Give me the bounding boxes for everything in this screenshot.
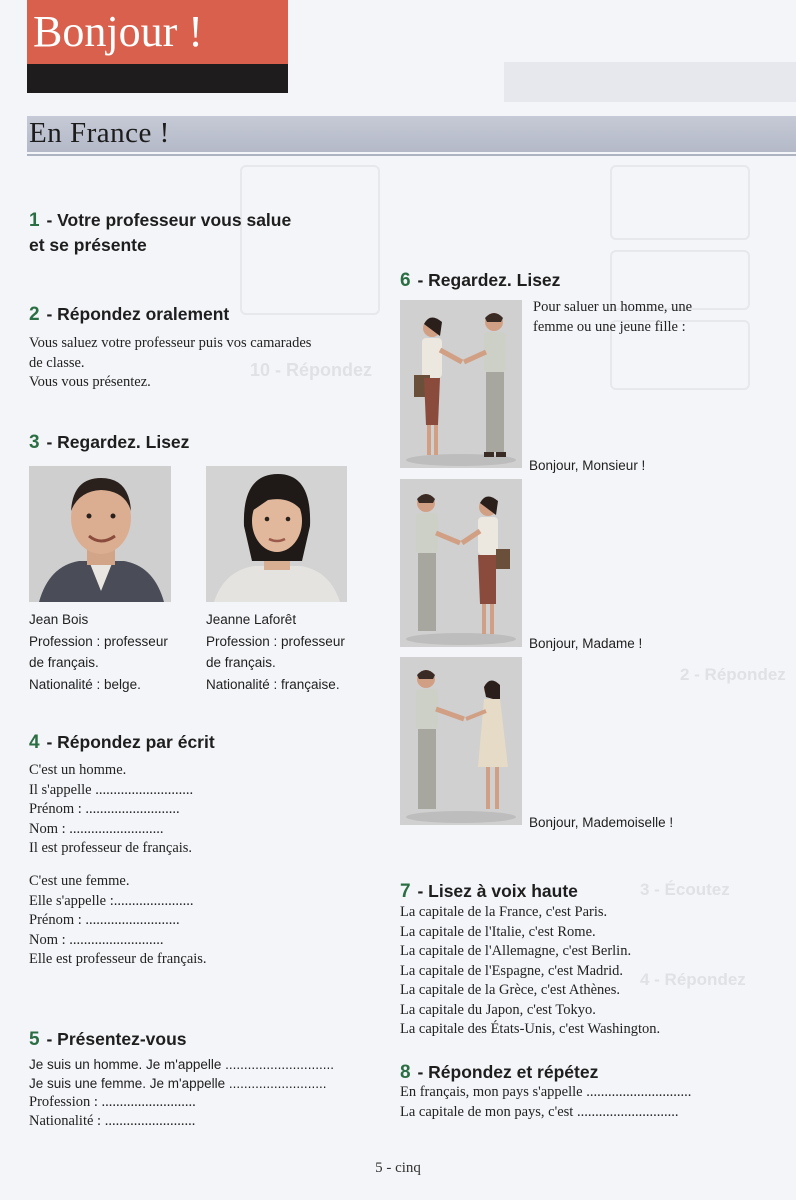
ex5-heading xyxy=(29,1027,187,1052)
ex3-title: - Regardez. Lisez xyxy=(46,432,190,452)
woman-profession-cont: de français. xyxy=(206,655,276,670)
ex4-line: C'est un homme. xyxy=(29,762,127,778)
ex8-number: 8 xyxy=(400,1062,411,1083)
ex6-intro-line: Pour saluer un homme, une xyxy=(533,299,693,315)
portrait-man-photo xyxy=(29,466,171,602)
man-profession: Profession : professeur xyxy=(29,633,168,649)
ex7-line: La capitale du Japon, c'est Tokyo. xyxy=(400,1001,596,1018)
ex6-intro-line: femme ou une jeune fille : xyxy=(533,318,686,335)
man-name: Jean Bois xyxy=(29,612,89,627)
woman-nationality: Nationalité : française. xyxy=(206,676,340,692)
banner-title: Bonjour ! xyxy=(27,0,288,64)
ex3-heading xyxy=(29,430,189,455)
ex8-line: En français, mon pays s'appelle ............................. xyxy=(400,1084,692,1100)
ex7-line: La capitale de l'Allemagne, c'est Berlin. xyxy=(400,943,632,959)
section-title: En France ! xyxy=(29,117,170,149)
ex7-line: La capitale des États-Unis, c'est Washington. xyxy=(400,1021,661,1037)
top-right-bar xyxy=(504,62,796,102)
ex2-heading xyxy=(29,302,229,327)
man-nationality: Nationalité : belge. xyxy=(29,676,141,692)
ex4-line: Elle est professeur de français. xyxy=(29,951,207,967)
caption-monsieur: Bonjour, Monsieur ! xyxy=(529,458,646,473)
greeting-photo-monsieur xyxy=(400,300,522,468)
ex5-line: Je suis une femme. Je m'appelle .......................... xyxy=(29,1076,327,1091)
ex2-line: Vous saluez votre professeur puis vos camarades xyxy=(29,335,312,351)
ex2-line: Vous vous présentez. xyxy=(29,374,151,390)
ex4-line: Nom : .......................... xyxy=(29,820,164,837)
ex7-line: La capitale de l'Espagne, c'est Madrid. xyxy=(400,962,624,979)
ex7-line: La capitale de la France, c'est Paris. xyxy=(400,904,608,920)
page-show-through: 10 - Répondez 2 - Répondez 3 - Écoutez 4 - Répondez xyxy=(0,0,796,1200)
ex5-title: - Présentez-vous xyxy=(46,1029,187,1049)
ex8-heading xyxy=(400,1060,598,1085)
ex1-number: 1 xyxy=(29,210,40,231)
ex7-line: La capitale de la Grèce, c'est Athènes. xyxy=(400,982,620,998)
ex3-number: 3 xyxy=(29,432,40,453)
ex7-heading xyxy=(400,879,578,904)
ex5-line: Je suis un homme. Je m'appelle ............................. xyxy=(29,1057,334,1072)
ex5-number: 5 xyxy=(29,1029,40,1050)
woman-info xyxy=(206,609,345,695)
header-banner xyxy=(27,0,288,93)
ex5-text xyxy=(29,1055,334,1131)
ex7-line: La capitale de l'Italie, c'est Rome. xyxy=(400,923,596,940)
ex7-text xyxy=(400,903,660,1040)
ex1-heading xyxy=(29,208,291,257)
ex4-title: - Répondez par écrit xyxy=(46,732,215,752)
ex2-line: de classe. xyxy=(29,354,85,371)
ex4-heading xyxy=(29,730,215,755)
ex1-title-line1: - Votre professeur vous salue xyxy=(46,210,292,230)
ex2-text xyxy=(29,334,311,393)
ex8-title: - Répondez et répétez xyxy=(417,1062,599,1082)
banner-stripe xyxy=(27,64,288,93)
ex7-title: - Lisez à voix haute xyxy=(417,881,578,901)
ex4-line: Nom : .......................... xyxy=(29,931,164,948)
portrait-woman-photo xyxy=(206,466,347,602)
ex1-title-line2: et se présente xyxy=(29,235,147,255)
ex4-line: Prénom : .......................... xyxy=(29,912,180,928)
ex8-text xyxy=(400,1083,691,1122)
greeting-photo-madame xyxy=(400,479,522,647)
ex2-title: - Répondez oralement xyxy=(46,304,230,324)
woman-name: Jeanne Laforêt xyxy=(206,612,297,627)
page-number: 5 - cinq xyxy=(375,1160,421,1176)
woman-profession: Profession : professeur xyxy=(206,633,345,649)
ex4-line: Prénom : .......................... xyxy=(29,801,180,817)
ex6-title: - Regardez. Lisez xyxy=(417,270,561,290)
ex4-line: Il est professeur de français. xyxy=(29,840,193,856)
man-info xyxy=(29,609,168,695)
ex6-number: 6 xyxy=(400,270,411,291)
ex5-line: Nationalité : ......................... xyxy=(29,1113,196,1129)
ex4-text-b xyxy=(29,872,207,970)
ex8-line: La capitale de mon pays, c'est ............................ xyxy=(400,1103,679,1120)
ex6-intro xyxy=(533,298,692,337)
caption-madame: Bonjour, Madame ! xyxy=(529,636,643,651)
ex7-number: 7 xyxy=(400,881,411,902)
man-profession-cont: de français. xyxy=(29,655,99,670)
ex4-line: Il s'appelle ........................... xyxy=(29,781,194,798)
ex6-heading xyxy=(400,268,560,293)
ex5-line: Profession : .......................... xyxy=(29,1094,196,1110)
ex4-line: Elle s'appelle :...................... xyxy=(29,892,194,909)
ex4-line: C'est une femme. xyxy=(29,873,130,889)
ex2-number: 2 xyxy=(29,304,40,325)
ex4-text-a xyxy=(29,761,193,859)
section-bar-underline xyxy=(27,154,796,156)
caption-mademoiselle: Bonjour, Mademoiselle ! xyxy=(529,815,674,830)
ex4-number: 4 xyxy=(29,732,40,753)
greeting-photo-mademoiselle xyxy=(400,657,522,825)
